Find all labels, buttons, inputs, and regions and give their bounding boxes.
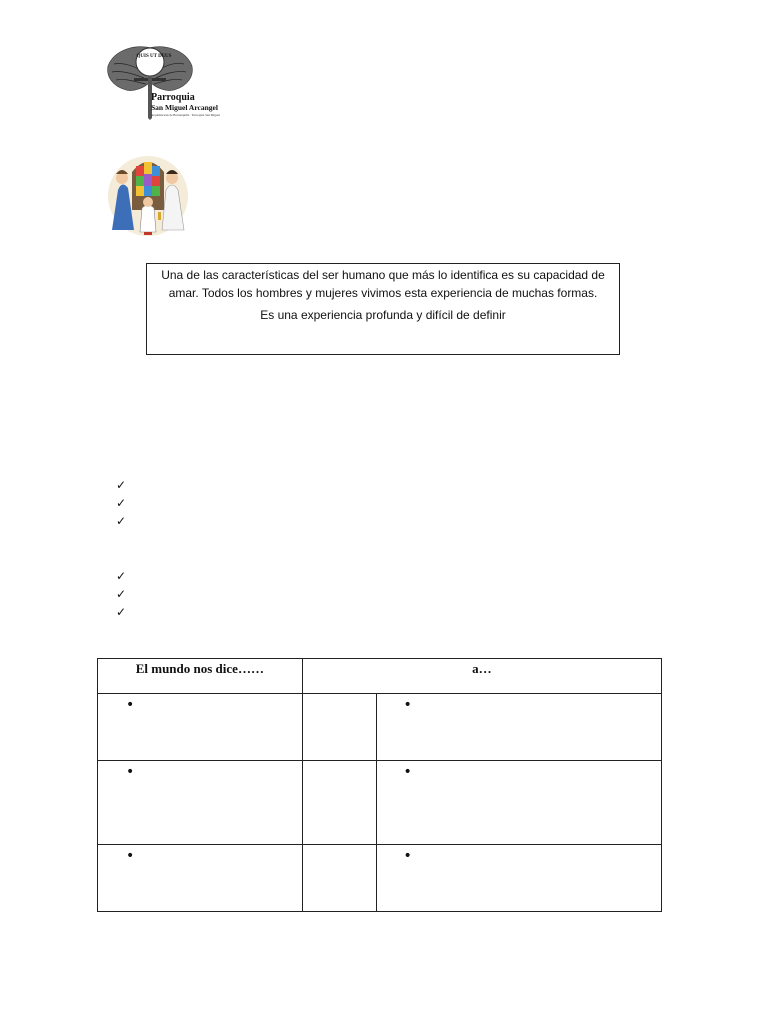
bullet-icon: • xyxy=(126,764,135,780)
table-cell-left[interactable] xyxy=(98,845,303,912)
checklist-group-2 xyxy=(116,567,126,621)
check-mark-icon: ✓ xyxy=(116,496,127,510)
table-cell-middle[interactable] xyxy=(302,761,376,845)
table-cell-right[interactable] xyxy=(376,694,661,761)
check-mark-icon: ✓ xyxy=(116,569,127,583)
table-cell-left[interactable] xyxy=(98,694,303,761)
worksheet-table xyxy=(97,658,662,912)
table-cell-left[interactable] xyxy=(98,761,303,845)
bullet-icon: • xyxy=(126,848,135,864)
table-cell-right[interactable] xyxy=(376,761,661,845)
logo-subtitle: San Miguel Arcangel xyxy=(151,103,218,112)
table-row xyxy=(98,694,662,761)
table-cell-middle[interactable] xyxy=(302,694,376,761)
table-row xyxy=(98,761,662,845)
check-mark-icon: ✓ xyxy=(116,514,127,528)
bullet-icon: • xyxy=(403,764,412,780)
intro-paragraph: Una de las características del ser humano que más lo identifica es su capacidad de amar. Todos los hombres y mujeres vivimos esta experiencia de muchas formas. xyxy=(161,268,605,300)
logo-motto: QUIS UT DEUS xyxy=(136,54,172,59)
table-header-row xyxy=(98,659,662,694)
table-row xyxy=(98,845,662,912)
parish-logo xyxy=(104,42,246,120)
check-mark-icon: ✓ xyxy=(116,587,127,601)
intro-text-box xyxy=(146,263,620,355)
bullet-icon: • xyxy=(126,697,135,713)
checklist-group-1 xyxy=(116,476,126,530)
first-communion-illustration xyxy=(106,150,190,238)
bullet-icon: • xyxy=(403,697,412,713)
table-cell-right[interactable] xyxy=(376,845,661,912)
logo-name: Parroquia xyxy=(151,92,195,103)
check-mark-icon: ✓ xyxy=(116,605,127,619)
intro-paragraph-second: Es una experiencia profunda y difícil de definir xyxy=(260,308,506,322)
check-mark-icon: ✓ xyxy=(116,478,127,492)
logo-tagline: Arquidiócesis de Barranquilla · Parroquia San Miguel xyxy=(151,113,220,117)
church-family-image-icon xyxy=(106,150,190,238)
header-world-says: El mundo nos dice…… xyxy=(98,659,303,694)
table-cell-middle[interactable] xyxy=(302,845,376,912)
header-response: a… xyxy=(302,659,661,694)
bullet-icon: • xyxy=(403,848,412,864)
